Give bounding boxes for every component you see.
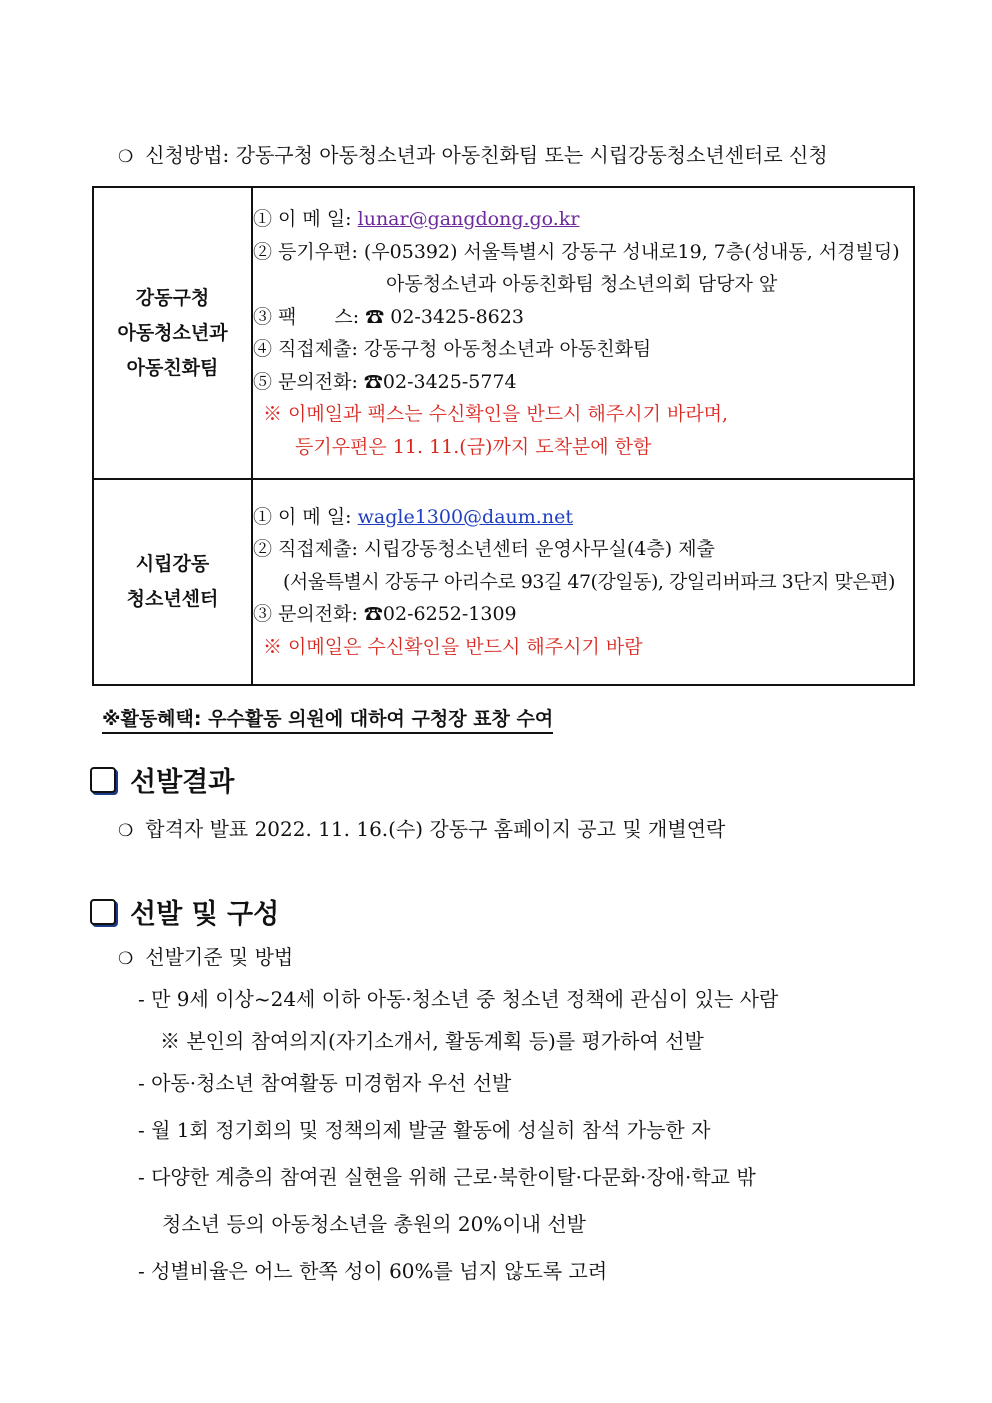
application-table bbox=[92, 186, 915, 686]
checkbox-square-icon bbox=[90, 767, 116, 793]
section-selection-title: 선발 및 구성 bbox=[90, 892, 279, 931]
application-method bbox=[118, 142, 828, 170]
mail-line: ② 등기우편: (우05392) 서울특별시 강동구 성내로19, 7층(성내동, 서경빌딩) bbox=[253, 240, 900, 263]
direct-submit-line: ② 직접제출: 시립강동청소년센터 운영사무실(4층) 제출 bbox=[253, 538, 715, 561]
circle-bullet-icon: ❍ bbox=[118, 949, 134, 969]
circle-bullet-icon: ❍ bbox=[118, 821, 134, 841]
phone-line: ⑤ 문의전화: ☎02-3425-5774 bbox=[253, 370, 517, 393]
section-result-title: 선발결과 bbox=[90, 760, 234, 799]
list-item: - 아동·청소년 참여활동 미경험자 우선 선발 bbox=[138, 1071, 512, 1095]
list-item: - 만 9세 이상~24세 이하 아동·청소년 중 청소년 정책에 관심이 있는 사람 bbox=[138, 987, 779, 1011]
table-row-gangdong-office bbox=[93, 187, 914, 479]
contact-cell-gangdong-office bbox=[252, 187, 914, 479]
list-item: - 월 1회 정기회의 및 정책의제 발굴 활동에 성실히 참석 가능한 자 bbox=[138, 1118, 711, 1142]
org-cell-gangdong-office: 강동구청 아동청소년과 아동친화팀 bbox=[93, 187, 252, 479]
table-row-youth-center bbox=[93, 479, 914, 685]
checkbox-square-icon bbox=[90, 899, 116, 925]
fax-line: ③ 팩 스: ☎ 02-3425-8623 bbox=[253, 305, 524, 328]
circle-bullet-icon: ❍ bbox=[118, 147, 134, 167]
mail-recipient-line: 아동청소년과 아동친화팀 청소년의회 담당자 앞 bbox=[386, 273, 778, 295]
list-item: - 성별비율은 어느 한쪽 성이 60%를 넘지 않도록 고려 bbox=[138, 1259, 608, 1283]
selection-subtitle: ❍ 선발기준 및 방법 bbox=[118, 945, 294, 969]
list-item-continued: 청소년 등의 아동청소년을 총원의 20%이내 선발 bbox=[162, 1212, 586, 1236]
email-line: ① 이 메 일: lunar@gangdong.go.kr bbox=[253, 208, 580, 230]
notice-line-2: 등기우편은 11. 11.(금)까지 도착분에 한함 bbox=[295, 435, 652, 458]
phone-line: ③ 문의전화: ☎02-6252-1309 bbox=[253, 603, 517, 626]
list-item-note: ※ 본인의 참여의지(자기소개서, 활동계획 등)를 평가하여 선발 bbox=[160, 1029, 704, 1053]
notice-line: ※ 이메일은 수신확인을 반드시 해주시기 바람 bbox=[263, 635, 643, 658]
contact-cell-youth-center bbox=[252, 479, 914, 685]
direct-submit-line: ④ 직접제출: 강동구청 아동청소년과 아동친화팀 bbox=[253, 338, 652, 360]
result-item: ❍ 합격자 발표 2022. 11. 16.(수) 강동구 홈페이지 공고 및 개별연락 bbox=[118, 817, 726, 841]
activity-benefit: ※활동혜택: 우수활동 의원에 대하여 구청장 표창 수여 bbox=[102, 704, 553, 734]
email-link-youth-center[interactable]: wagle1300@daum.net bbox=[357, 505, 573, 528]
email-link-gangdong[interactable]: lunar@gangdong.go.kr bbox=[357, 208, 580, 230]
org-cell-youth-center: 시립강동 청소년센터 bbox=[93, 479, 252, 685]
application-method-text: 신청방법: 강동구청 아동청소년과 아동친화팀 또는 시립강동청소년센터로 신청 bbox=[145, 143, 828, 167]
address-line: (서울특별시 강동구 아리수로 93길 47(강일동), 강일리버파크 3단지 맞은편) bbox=[283, 570, 895, 593]
email-line: ① 이 메 일: wagle1300@daum.net bbox=[253, 505, 573, 528]
list-item: - 다양한 계층의 참여권 실현을 위해 근로·북한이탈·다문화·장애·학교 밖 bbox=[138, 1165, 756, 1189]
notice-line: ※ 이메일과 팩스는 수신확인을 반드시 해주시기 바라며, bbox=[263, 403, 729, 425]
